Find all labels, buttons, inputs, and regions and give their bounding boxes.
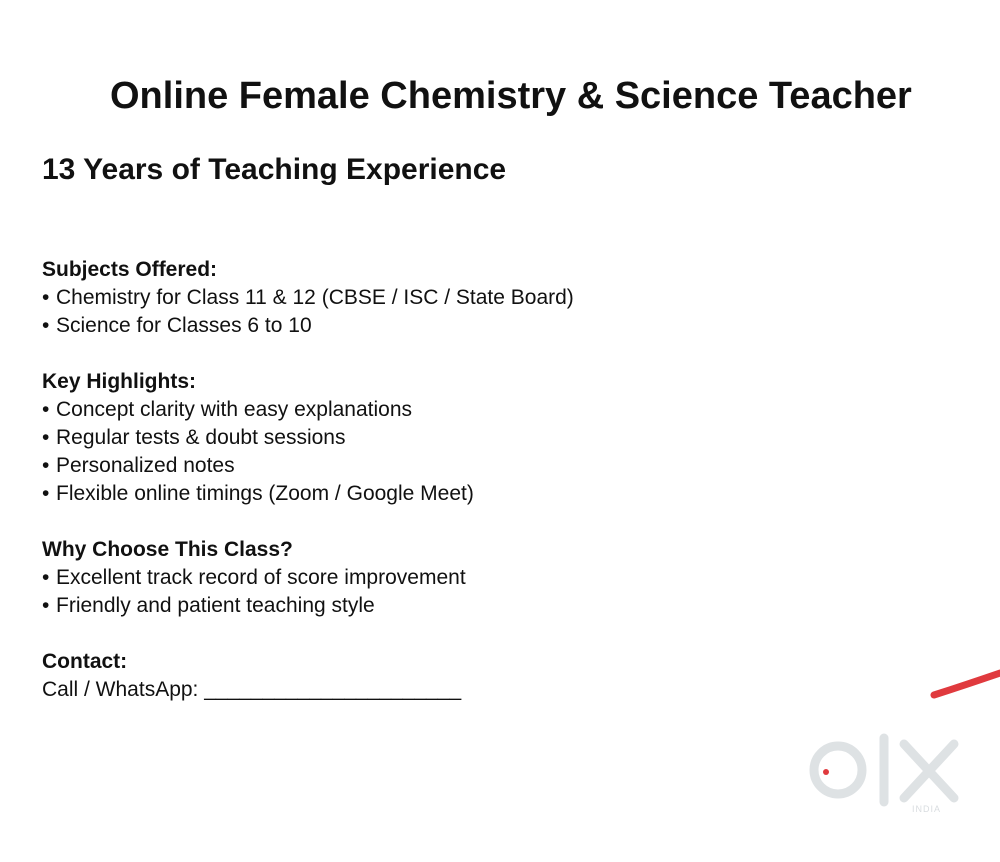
list-item-text: Science for Classes 6 to 10 — [56, 314, 312, 337]
watermark-text: INDIA — [912, 804, 942, 814]
subjects-heading: Subjects Offered: — [42, 258, 218, 281]
bullet-icon: • — [42, 566, 50, 589]
contact-section — [42, 648, 461, 704]
list-item-text: Chemistry for Class 11 & 12 (CBSE / ISC / State Board) — [56, 286, 574, 309]
contact-heading: Contact: — [42, 650, 128, 673]
list-item-text: Concept clarity with easy explanations — [56, 398, 413, 421]
bullet-icon: • — [42, 426, 50, 449]
list-item-text: Friendly and patient teaching style — [56, 594, 375, 617]
why-section — [42, 536, 466, 620]
bullet-icon: • — [42, 482, 50, 505]
subjects-list — [42, 284, 574, 340]
subjects-section — [42, 256, 574, 340]
list-item — [42, 424, 474, 452]
list-item — [42, 396, 474, 424]
highlights-list — [42, 396, 474, 508]
highlights-heading: Key Highlights: — [42, 370, 197, 393]
list-item — [42, 564, 466, 592]
list-item-text: Excellent track record of score improvement — [56, 566, 466, 589]
bullet-icon: • — [42, 594, 50, 617]
red-pen-stroke-icon — [920, 655, 1000, 705]
list-item-text: Flexible online timings (Zoom / Google Meet) — [56, 482, 474, 505]
experience-subtitle: 13 Years of Teaching Experience — [42, 153, 507, 186]
list-item — [42, 480, 474, 508]
list-item-text: Personalized notes — [56, 454, 235, 477]
contact-line: Call / WhatsApp: ______________________ — [42, 678, 462, 701]
why-list — [42, 564, 466, 620]
bullet-icon: • — [42, 398, 50, 421]
list-item — [42, 312, 574, 340]
page-title: Online Female Chemistry & Science Teacher — [110, 75, 912, 117]
olx-logo-icon — [804, 730, 974, 820]
why-heading: Why Choose This Class? — [42, 538, 293, 561]
highlights-section — [42, 368, 474, 508]
list-item — [42, 592, 466, 620]
bullet-icon: • — [42, 286, 50, 309]
list-item — [42, 284, 574, 312]
list-item — [42, 452, 474, 480]
list-item-text: Regular tests & doubt sessions — [56, 426, 346, 449]
bullet-icon: • — [42, 454, 50, 477]
bullet-icon: • — [42, 314, 50, 337]
